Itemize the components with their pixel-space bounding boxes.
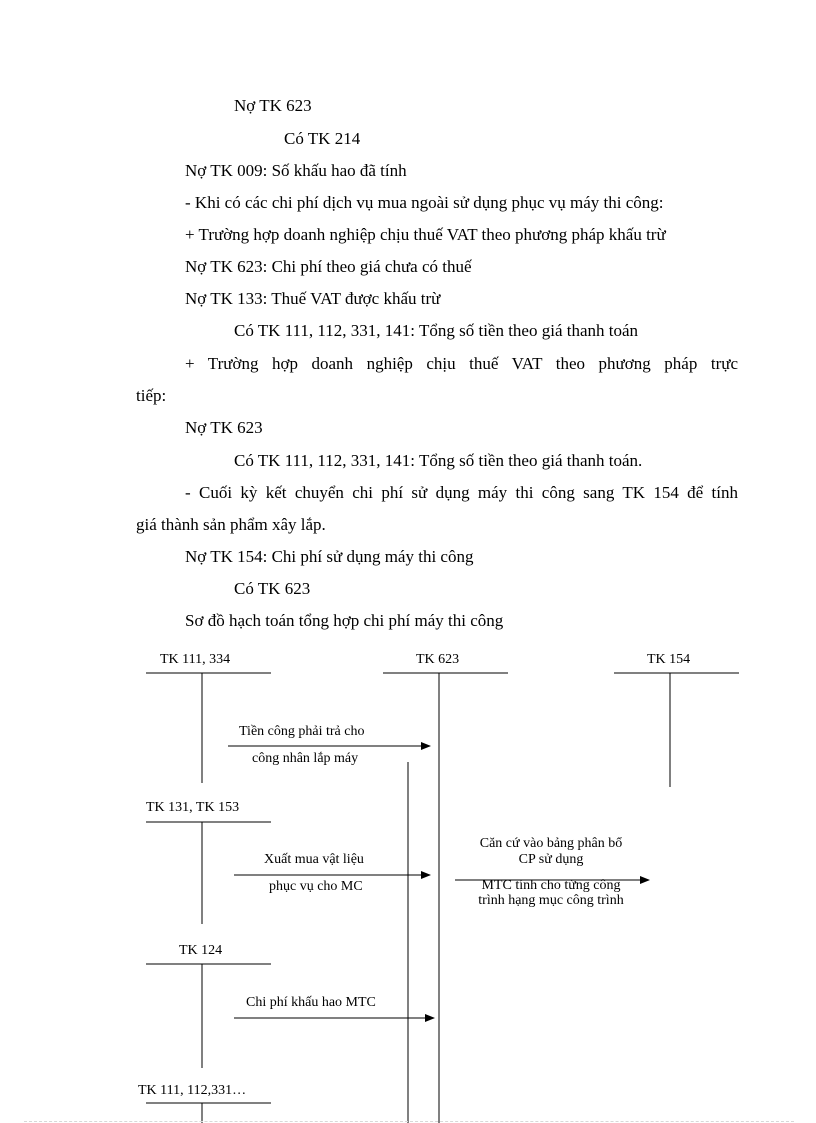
text-line-11: Nợ TK 623 bbox=[185, 418, 263, 437]
diagram-caption: Sơ đồ hạch toán tổng hợp chi phí máy thi công bbox=[185, 611, 504, 630]
text-line-12: Có TK 111, 112, 331, 141: Tổng số tiền theo giá thanh toán. bbox=[234, 451, 643, 470]
label-tk124: TK 124 bbox=[179, 943, 223, 958]
text-line-2: Có TK 214 bbox=[284, 129, 361, 148]
label-tk131-153: TK 131, TK 153 bbox=[146, 800, 240, 815]
text-line-14: giá thành sản phẩm xây lắp. bbox=[136, 515, 326, 534]
page-bottom-divider bbox=[24, 1121, 794, 1122]
text-line-7: Nợ TK 133: Thuế VAT được khấu trừ bbox=[185, 289, 441, 308]
label-depreciation: Chi phí khấu hao MTC bbox=[246, 995, 376, 1010]
label-wages-line2: công nhân lắp máy bbox=[252, 751, 359, 766]
text-line-16: Có TK 623 bbox=[234, 579, 311, 598]
label-tk111-112-331: TK 111, 112,331… bbox=[138, 1083, 247, 1098]
label-tk154: TK 154 bbox=[647, 652, 691, 667]
text-line-1: Nợ TK 623 bbox=[234, 96, 312, 115]
label-tk111-334: TK 111, 334 bbox=[160, 652, 231, 667]
text-line-13: - Cuối kỳ kết chuyển chi phí sử dụng máy thi công sang TK 154 để tính bbox=[185, 483, 738, 502]
label-allocation-line4: trình hạng mục công trình bbox=[478, 893, 624, 908]
label-wages-line1: Tiền công phải trả cho bbox=[239, 724, 365, 739]
text-line-15: Nợ TK 154: Chi phí sử dụng máy thi công bbox=[185, 547, 474, 566]
text-line-8: Có TK 111, 112, 331, 141: Tổng số tiền theo giá thanh toán bbox=[234, 321, 639, 340]
text-line-5: + Trường hợp doanh nghiệp chịu thuế VAT theo phương pháp khấu trừ bbox=[185, 225, 666, 244]
label-materials-line1: Xuất mua vật liệu bbox=[264, 852, 364, 867]
label-allocation-line3: MTC tính cho từng công bbox=[481, 878, 621, 893]
label-tk623: TK 623 bbox=[416, 652, 460, 667]
text-line-6: Nợ TK 623: Chi phí theo giá chưa có thuế bbox=[185, 257, 472, 276]
text-line-3: Nợ TK 009: Số khấu hao đã tính bbox=[185, 161, 407, 180]
label-allocation-line1: Căn cứ vào bảng phân bổ bbox=[479, 836, 623, 851]
label-allocation-line2: CP sử dụng bbox=[518, 852, 584, 867]
text-line-10: tiếp: bbox=[136, 386, 167, 405]
text-line-9: + Trường hợp doanh nghiệp chịu thuế VAT theo phương pháp trực bbox=[185, 354, 738, 373]
label-materials-line2: phục vụ cho MC bbox=[269, 879, 363, 894]
text-line-4: - Khi có các chi phí dịch vụ mua ngoài sử dụng phục vụ máy thi công: bbox=[185, 193, 664, 212]
